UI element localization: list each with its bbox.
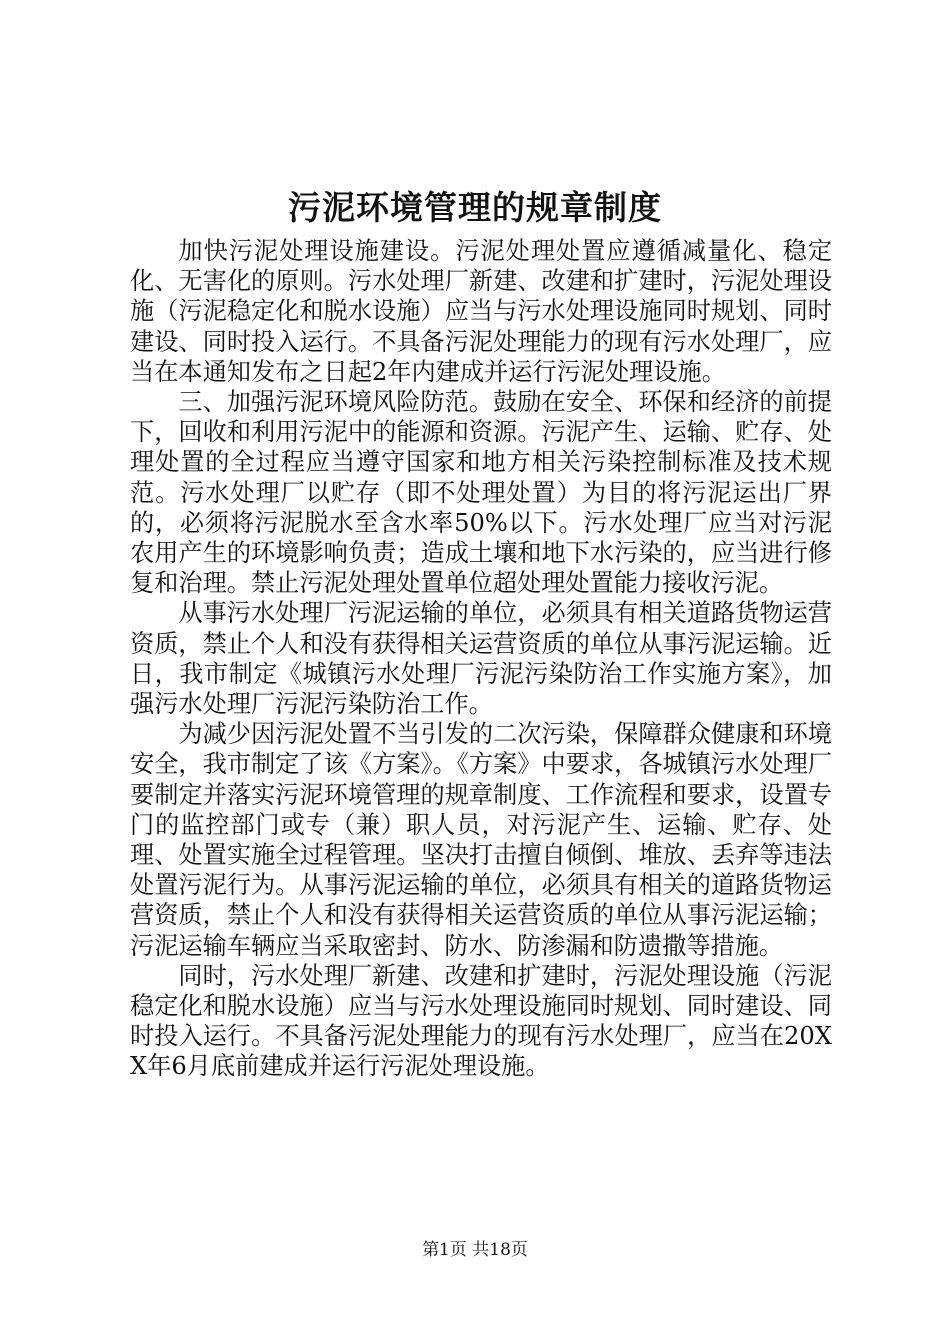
paragraph-2: 三、加强污泥环境风险防范。鼓励在安全、环保和经济的前提下，回收和利用污泥中的能源和资源。污泥产生、运输、贮存、处理处置的全过程应当遵守国家和地方相关污染控制标准及技术规范。污水处理厂以贮存（即不处理处置）为目的将污泥运出厂界的，必须将污泥脱水至含水率50%以下。污水处理厂应当对污泥农用产生的环境影响负责；造成土壤和地下水污染的，应当进行修复和治理。禁止污泥处理处置单位超处理处置能力接收污泥。 — [130, 388, 832, 598]
paragraph-3: 从事污水处理厂污泥运输的单位，必须具有相关道路货物运营资质，禁止个人和没有获得相关运营资质的单位从事污泥运输。近日，我市制定《城镇污水处理厂污泥污染防治工作实施方案》，加强污水处理厂污泥污染防治工作。 — [130, 599, 832, 719]
paragraph-5: 同时，污水处理厂新建、改建和扩建时，污泥处理设施（污泥稳定化和脱水设施）应当与污水处理设施同时规划、同时建设、同时投入运行。不具备污泥处理能力的现有污水处理厂，应当在20XX年6月底前建成并运行污泥处理设施。 — [130, 961, 832, 1081]
paragraph-4: 为减少因污泥处置不当引发的二次污染，保障群众健康和环境安全，我市制定了该《方案》。《方案》中要求，各城镇污水处理厂要制定并落实污泥环境管理的规章制度、工作流程和要求，设置专门的监控部门或专（兼）职人员，对污泥产生、运输、贮存、处理、处置实施全过程管理。坚决打击擅自倾倒、堆放、丢弃等违法处置污泥行为。从事污泥运输的单位，必须具有相关的道路货物运营资质，禁止个人和没有获得相关运营资质的单位从事污泥运输；污泥运输车辆应当采取密封、防水、防渗漏和防遗撒等措施。 — [130, 720, 832, 960]
document-body — [130, 236, 832, 1082]
page-number-footer: 第1页 共18页 — [422, 1240, 528, 1260]
paragraph-1: 加快污泥处理设施建设。污泥处理处置应遵循减量化、稳定化、无害化的原则。污水处理厂新建、改建和扩建时，污泥处理设施（污泥稳定化和脱水设施）应当与污水处理设施同时规划、同时建设、同时投入运行。不具备污泥处理能力的现有污水处理厂，应当在本通知发布之日起2年内建成并运行污泥处理设施。 — [130, 237, 832, 386]
page-title: 污泥环境管理的规章制度 — [288, 188, 662, 227]
